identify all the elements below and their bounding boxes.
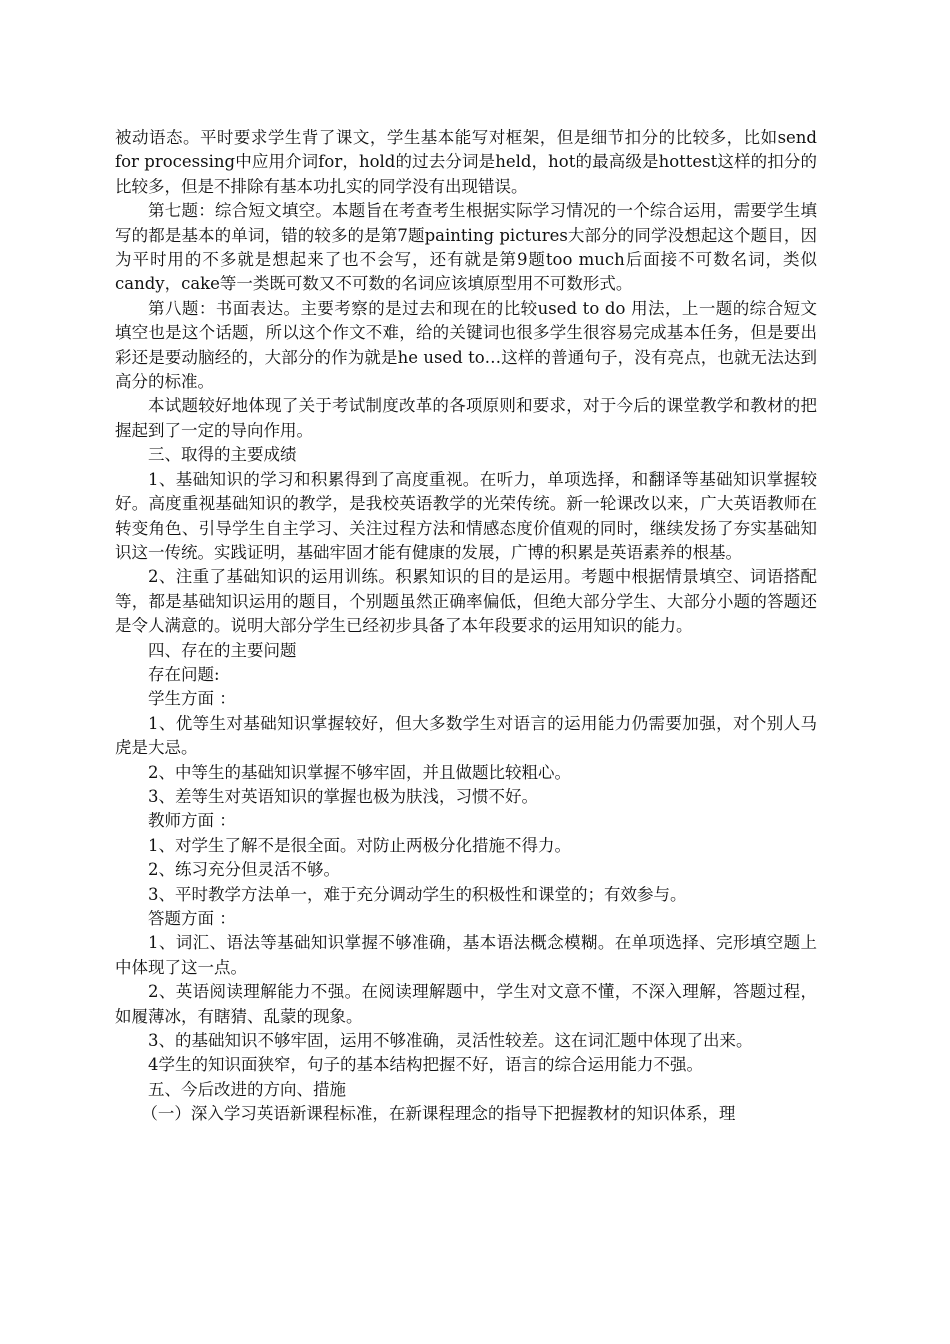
list-item-student-1: 1、优等生对基础知识掌握较好，但大多数学生对语言的运用能力仍需要加强，对个别人马虎是大忌。 xyxy=(115,713,817,758)
subheading-teachers: 教师方面 ： xyxy=(148,811,236,831)
document-body xyxy=(115,126,817,1127)
paragraph-summary: 本试题较好地体现了关于考试制度改革的各项原则和要求，对于今后的课堂教学和教材的把握起到了一定的导向作用。 xyxy=(115,396,817,440)
list-item-teacher-3: 3、平时教学方法单一，难于充分调动学生的积极性和课堂的；有效参与。 xyxy=(148,884,687,904)
list-item-teacher-1: 1、对学生了解不是很全面。对防止两极分化措施不得力。 xyxy=(148,835,571,855)
subheading-answering: 答题方面 ： xyxy=(148,909,236,928)
paragraph-achievement-2: 2、注重了基础知识的运用训练。积累知识的目的是运用。考题中根据情景填空、词语搭配等，都是基础知识运用的题目，个别题虽然正确率偏低，但绝大部分学生、大部分小题的答题还是令人满意的。说明大部分学生已经初步具备了本年段要求的运用知识的能力。 xyxy=(115,567,817,636)
paragraph-improvement-1: （一）深入学习英语新课程标准，在新课程理念的指导下把握教材的知识体系，理 xyxy=(141,1104,736,1124)
paragraph-question-8: 第八题：书面表达。主要考察的是过去和现在的比较used to do 用法，上一题的综合短文填空也是这个话题，所以这个作文不难，给的关键词也很多学生很容易完成基本任务，但是要出彩还是要动脑经的，大部分的作为就是he used to…这样的普通句子，没有亮点，也就无法达到高分的标准。 xyxy=(115,298,817,392)
list-item-student-2: 2、中等生的基础知识掌握不够牢固，并且做题比较粗心。 xyxy=(148,762,571,782)
list-item-student-3: 3、差等生对英语知识的掌握也极为肤浅，习惯不好。 xyxy=(148,786,538,806)
list-item-answering-1: 1、词汇、语法等基础知识掌握不够准确，基本语法概念模糊。在单项选择、完形填空题上中体现了这一点。 xyxy=(115,933,817,977)
paragraph-achievement-1: 1、基础知识的学习和积累得到了高度重视。在听力，单项选择，和翻译等基础知识掌握较好。高度重视基础知识的教学，是我校英语教学的光荣传统。新一轮课改以来，广大英语教师在转变角色、引导学生自主学习、关注过程方法和情感态度价值观的同时，继续发扬了夯实基础知识这一传统。实践证明，基础牢固才能有健康的发展，广博的积累是英语素养的根基。 xyxy=(115,469,817,562)
list-item-teacher-2: 2、练习充分但灵活不够。 xyxy=(148,860,340,880)
subheading-students: 学生方面 ： xyxy=(148,689,236,709)
paragraph-passive-voice: 被动语态。平时要求学生背了课文，学生基本能写对框架，但是细节扣分的比较多，比如send for processing中应用介词for，hold的过去分词是held，hot的最高级是hottest这样的扣分的比较多，但是不排除有基本功扎实的同学没有出现错误。 xyxy=(115,128,817,196)
subheading-existing-problems: 存在问题: xyxy=(148,664,220,684)
section-heading-improvements: 五、今后改进的方向、措施 xyxy=(148,1079,346,1099)
paragraph-question-7: 第七题：综合短文填空。本题旨在考查考生根据实际学习情况的一个综合运用，需要学生填写的都是基本的单词，错的较多的是第7题painting pictures大部分的同学没想起这个题目，因为平时用的不多就是想起来了也不会写，还有就是第9题too much后面接不可数名词，类似candy，cake等一类既可数又不可数的名词应该填原型用不可数形式。 xyxy=(115,201,817,294)
list-item-answering-2: 2、英语阅读理解能力不强。在阅读理解题中，学生对文意不懂，不深入理解，答题过程，如履薄冰，有瞎猜、乱蒙的现象。 xyxy=(115,982,817,1026)
section-heading-achievements: 三、取得的主要成绩 xyxy=(148,445,297,465)
list-item-answering-4: 4学生的知识面狭窄，句子的基本结构把握不好，语言的综合运用能力不强。 xyxy=(148,1055,703,1075)
section-heading-problems: 四、存在的主要问题 xyxy=(148,640,297,660)
list-item-answering-3: 3、的基础知识不够牢固，运用不够准确，灵活性较差。这在词汇题中体现了出来。 xyxy=(148,1031,753,1051)
